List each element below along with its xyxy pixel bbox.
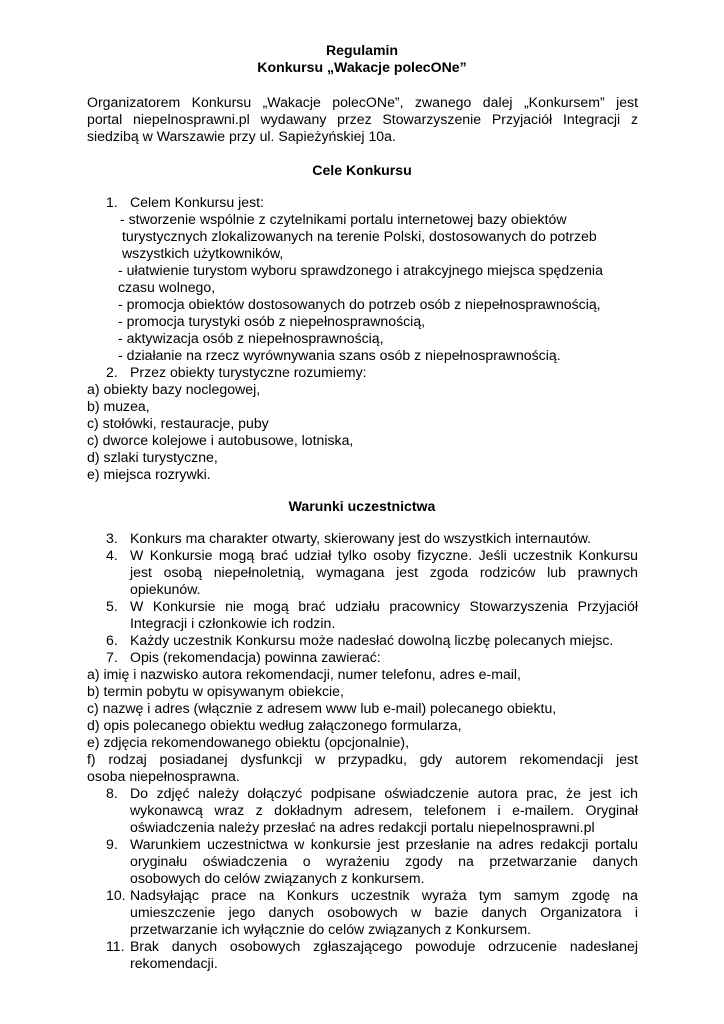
list-number: 4. [106, 547, 118, 563]
condition-line: umieszczenie jego danych osobowych w bazie danych Organizatora i [130, 904, 638, 920]
goal-line: wszystkich użytkowników, [122, 245, 284, 261]
condition-line: osobowych do celów związanych z konkursem. [130, 870, 425, 886]
condition-line: W Konkursie mogą brać udział tylko osoby fizyczne. Jeśli uczestnik Konkursu [130, 547, 638, 563]
description-line: osoba niepełnosprawna. [87, 768, 240, 784]
goal-line: - promocja obiektów dostosowanych do potrzeb osób z niepełnosprawnością, [118, 296, 601, 312]
list-number: 11. [106, 938, 125, 954]
goal-line: turystycznych zlokalizowanych na terenie Polski, dostosowanych do potrzeb [122, 228, 597, 244]
object-type-line: e) miejsca rozrywki. [87, 466, 211, 482]
list-number: 10. [106, 887, 126, 903]
goal-line: - stworzenie wspólnie z czytelnikami portalu internetowej bazy obiektów [120, 211, 567, 227]
description-line: f) rodzaj posiadanej dysfunkcji w przypadku, gdy autorem rekomendacji jest [87, 751, 638, 767]
list-number: 6. [106, 632, 118, 648]
condition-line: Konkurs ma charakter otwarty, skierowany jest do wszystkich internautów. [130, 530, 592, 546]
condition-line: Warunkiem uczestnictwa w konkursie jest przesłanie na adres redakcji portalu [130, 836, 638, 852]
list-number: 8. [106, 785, 118, 801]
condition-line: Brak danych osobowych zgłaszającego powoduje odrzucenie nadesłanej [130, 938, 638, 954]
description-line: e) zdjęcia rekomendowanego obiektu (opcjonalnie), [87, 734, 410, 750]
object-type-line: b) muzea, [87, 398, 150, 414]
condition-line: jest osobą niepełnoletnią, wymagana jest zgoda rodziców lub prawnych [130, 564, 638, 580]
goal-line: - działanie na rzecz wyrównywania szans osób z niepełnosprawnością. [118, 347, 561, 363]
condition-line: rekomendacji. [130, 955, 218, 971]
condition-line: W Konkursie nie mogą brać udziału pracownicy Stowarzyszenia Przyjaciół [130, 598, 638, 614]
object-type-line: c) stołówki, restauracje, puby [87, 415, 269, 431]
condition-line: Każdy uczestnik Konkursu może nadesłać dowolną liczbę polecanych miejsc. [130, 632, 614, 648]
condition-line: Nadsyłając prace na Konkurs uczestnik wyraża tym samym zgodę na [130, 887, 638, 903]
document-title: Regulamin [325, 42, 399, 58]
list-number: 2. [106, 364, 118, 380]
list-item-lead: Celem Konkursu jest: [130, 194, 264, 210]
list-number: 9. [106, 836, 118, 852]
object-type-line: c) dworce kolejowe i autobusowe, lotniska, [87, 432, 354, 448]
description-line: d) opis polecanego obiektu według załączonego formularza, [87, 717, 462, 733]
section-heading-conditions: Warunki uczestnictwa [288, 498, 436, 514]
list-number: 5. [106, 598, 118, 614]
goal-line: czasu wolnego, [118, 279, 216, 295]
list-item-lead: Opis (rekomendacja) powinna zawierać: [130, 649, 381, 665]
description-line: a) imię i nazwisko autora rekomendacji, numer telefonu, adres e-mail, [87, 666, 521, 682]
intro-line: siedzibą w Warszawie przy ul. Sapieżyńskiej 10a. [87, 128, 396, 144]
list-item-lead: Przez obiekty turystyczne rozumiemy: [130, 364, 367, 380]
intro-line: Organizatorem Konkursu „Wakacje polecONe”, zwanego dalej „Konkursem” jest [87, 94, 638, 110]
object-type-line: d) szlaki turystyczne, [87, 449, 218, 465]
goal-line: - aktywizacja osób z niepełnosprawnością, [118, 330, 384, 346]
goal-line: - ułatwienie turystom wyboru sprawdzonego i atrakcyjnego miejsca spędzenia [118, 262, 603, 278]
condition-line: wykonawcą wraz z dokładnym adresem, telefonem i e-mailem. Oryginał [130, 802, 638, 818]
condition-line: oświadczenia należy przesłać na adres redakcji portalu niepelnosprawni.pl [130, 819, 595, 835]
condition-line: Integracji i członkowie ich rodzin. [130, 615, 336, 631]
description-line: c) nazwę i adres (włącznie z adresem www lub e-mail) polecanego obiektu, [87, 700, 557, 716]
document-subtitle: Konkursu „Wakacje polecONe” [257, 59, 467, 75]
description-line: b) termin pobytu w opisywanym obiekcie, [87, 683, 344, 699]
intro-line: portal niepelnosprawni.pl wydawany przez Stowarzyszenie Przyjaciół Integracji z [87, 111, 638, 127]
section-heading-goals: Cele Konkursu [312, 162, 412, 178]
condition-line: opiekunów. [130, 581, 201, 597]
list-number: 3. [106, 530, 118, 546]
condition-line: oryginału oświadczenia o wyrażeniu zgody na przetwarzanie danych [130, 853, 638, 869]
condition-line: przetwarzanie ich wyłącznie do celów związanych z Konkursem. [130, 921, 532, 937]
goal-line: - promocja turystyki osób z niepełnosprawnością, [118, 313, 426, 329]
list-number: 7. [106, 649, 118, 665]
list-number: 1. [106, 194, 118, 210]
object-type-line: a) obiekty bazy noclegowej, [87, 381, 261, 397]
condition-line: Do zdjęć należy dołączyć podpisane oświadczenie autora prac, że jest ich [130, 785, 638, 801]
